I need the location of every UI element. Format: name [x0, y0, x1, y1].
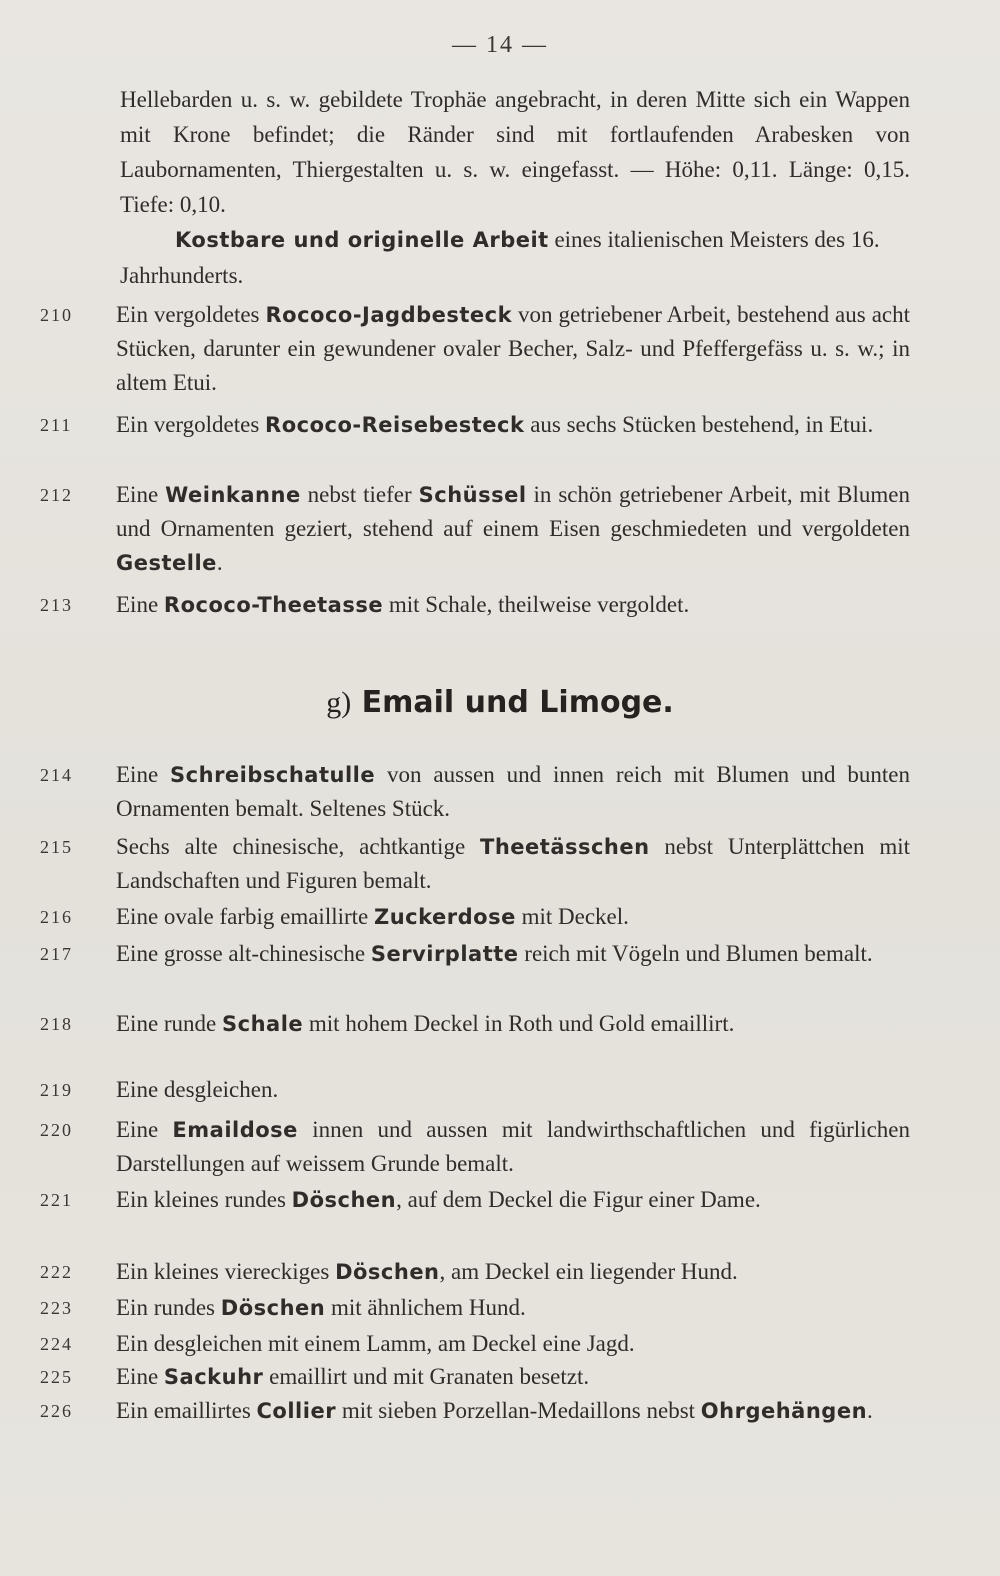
item-number: 226 [40, 1401, 73, 1421]
item-text: Eine Rococo-Theetasse mit Schale, theilweise vergoldet. [116, 592, 690, 617]
item-highlight: Schale [222, 1012, 304, 1036]
item-number: 213 [40, 595, 73, 615]
item-highlight: Rococo-Theetasse [163, 593, 384, 617]
list-item-223 [40, 1291, 910, 1325]
list-item-218 [40, 1007, 910, 1041]
item-number: 217 [40, 944, 73, 964]
item-number: 211 [40, 415, 73, 435]
item-number: 222 [40, 1262, 73, 1282]
list-item-212 [40, 478, 910, 580]
item-number: 212 [40, 485, 73, 505]
item-text: Ein kleines rundes Döschen, auf dem Deckel die Figur einer Dame. [116, 1187, 761, 1212]
list-item-217 [40, 937, 910, 971]
item-highlight: Emaildose [172, 1118, 298, 1142]
intro-conclusion [120, 222, 910, 293]
list-item-222 [40, 1255, 910, 1289]
section-heading [0, 685, 1000, 720]
intro-text-2: eines italienischen Meisters des 16. Jahrhunderts. [120, 227, 880, 288]
list-item-210 [40, 298, 910, 400]
item-number: 218 [40, 1014, 73, 1034]
item-number: 210 [40, 305, 73, 325]
item-highlight: Rococo-Jagdbesteck [265, 303, 513, 327]
list-item-225 [40, 1360, 910, 1394]
list-item-215 [40, 830, 910, 898]
item-text: Ein vergoldetes Rococo-Reisebesteck aus sechs Stücken bestehend, in Etui. [116, 412, 874, 437]
item-highlight-2: Ohrgehängen [700, 1399, 868, 1423]
list-item-213 [40, 588, 910, 622]
item-highlight-3: Gestelle [116, 551, 217, 575]
item-number: 216 [40, 907, 73, 927]
item-highlight: Theetässchen [480, 835, 650, 859]
list-item-224 [40, 1327, 910, 1361]
item-text: Eine ovale farbig emaillirte Zuckerdose mit Deckel. [116, 904, 629, 929]
item-text: Eine runde Schale mit hohem Deckel in Roth und Gold emaillirt. [116, 1011, 735, 1036]
item-text: Eine Emaildose innen und aussen mit landwirthschaftlichen und figürlichen Darstellungen auf weissem Grunde bemalt. [116, 1117, 911, 1176]
section-title: Email und Limoge. [361, 685, 674, 720]
item-number: 219 [40, 1080, 73, 1100]
item-text: Eine desgleichen. [116, 1077, 279, 1102]
list-item-214 [40, 758, 910, 826]
list-item-211 [40, 408, 910, 442]
intro-text: Hellebarden u. s. w. gebildete Trophäe angebracht, in deren Mitte sich ein Wappen mit Krone befindet; die Ränder sind mit fortlaufenden Arabesken von Laubornamenten, Thiergestalten u. s. w. eingefasst. — Höhe: 0,11. Länge: 0,15. Tiefe: 0,10. [120, 87, 910, 217]
item-highlight: Sackuhr [163, 1365, 264, 1389]
list-item-226 [40, 1394, 910, 1428]
page-number: — 14 — [452, 32, 548, 58]
item-text: Eine Schreibschatulle von aussen und innen reich mit Blumen und bunten Ornamenten bemalt. Seltenes Stück. [116, 762, 911, 821]
item-text: Eine Sackuhr emaillirt und mit Granaten besetzt. [116, 1364, 590, 1389]
item-number: 223 [40, 1298, 73, 1318]
item-highlight: Schreibschatulle [170, 763, 376, 787]
intro-paragraph [120, 82, 910, 293]
item-text: Ein kleines viereckiges Döschen, am Deckel ein liegender Hund. [116, 1259, 738, 1284]
item-text: Ein emaillirtes Collier mit sieben Porzellan-Medaillons nebst Ohrgehängen. [116, 1398, 873, 1423]
list-item-221 [40, 1183, 910, 1217]
item-number: 221 [40, 1190, 73, 1210]
item-text: Sechs alte chinesische, achtkantige Theetässchen nebst Unterplättchen mit Landschaften und Figuren bemalt. [116, 834, 910, 893]
item-number: 214 [40, 765, 73, 785]
section-letter: g) [326, 686, 352, 719]
item-text: Eine Weinkanne nebst tiefer Schüssel in schön getriebener Arbeit, mit Blumen und Ornamenten geziert, stehend auf einem Eisen geschmiedeten und vergoldeten Gestelle. [116, 482, 910, 575]
list-item-219 [40, 1073, 910, 1107]
item-number: 220 [40, 1120, 73, 1140]
item-highlight: Döschen [335, 1260, 440, 1284]
list-item-220 [40, 1113, 910, 1181]
item-highlight: Weinkanne [165, 483, 301, 507]
item-text: Ein rundes Döschen mit ähnlichem Hund. [116, 1295, 526, 1320]
item-highlight-2: Schüssel [418, 483, 527, 507]
item-highlight: Zuckerdose [374, 905, 516, 929]
item-highlight: Döschen [291, 1188, 397, 1212]
item-text: Eine grosse alt-chinesische Servirplatte reich mit Vögeln und Blumen bemalt. [116, 941, 873, 966]
item-highlight: Döschen [220, 1296, 326, 1320]
item-number: 225 [40, 1367, 73, 1387]
list-item-216 [40, 900, 910, 934]
item-highlight: Servirplatte [370, 942, 519, 966]
item-highlight: Rococo-Reisebesteck [265, 413, 525, 437]
intro-bold: Kostbare und originelle Arbeit [175, 228, 549, 252]
item-number: 224 [40, 1334, 73, 1354]
item-text: Ein vergoldetes Rococo-Jagdbesteck von getriebener Arbeit, bestehend aus acht Stücken, darunter ein gewundener ovaler Becher, Salz- und Pfeffergefäss u. s. w.; in altem Etui. [116, 302, 910, 395]
item-highlight: Collier [256, 1399, 337, 1423]
item-number: 215 [40, 837, 73, 857]
item-text: Ein desgleichen mit einem Lamm, am Deckel eine Jagd. [116, 1331, 635, 1356]
